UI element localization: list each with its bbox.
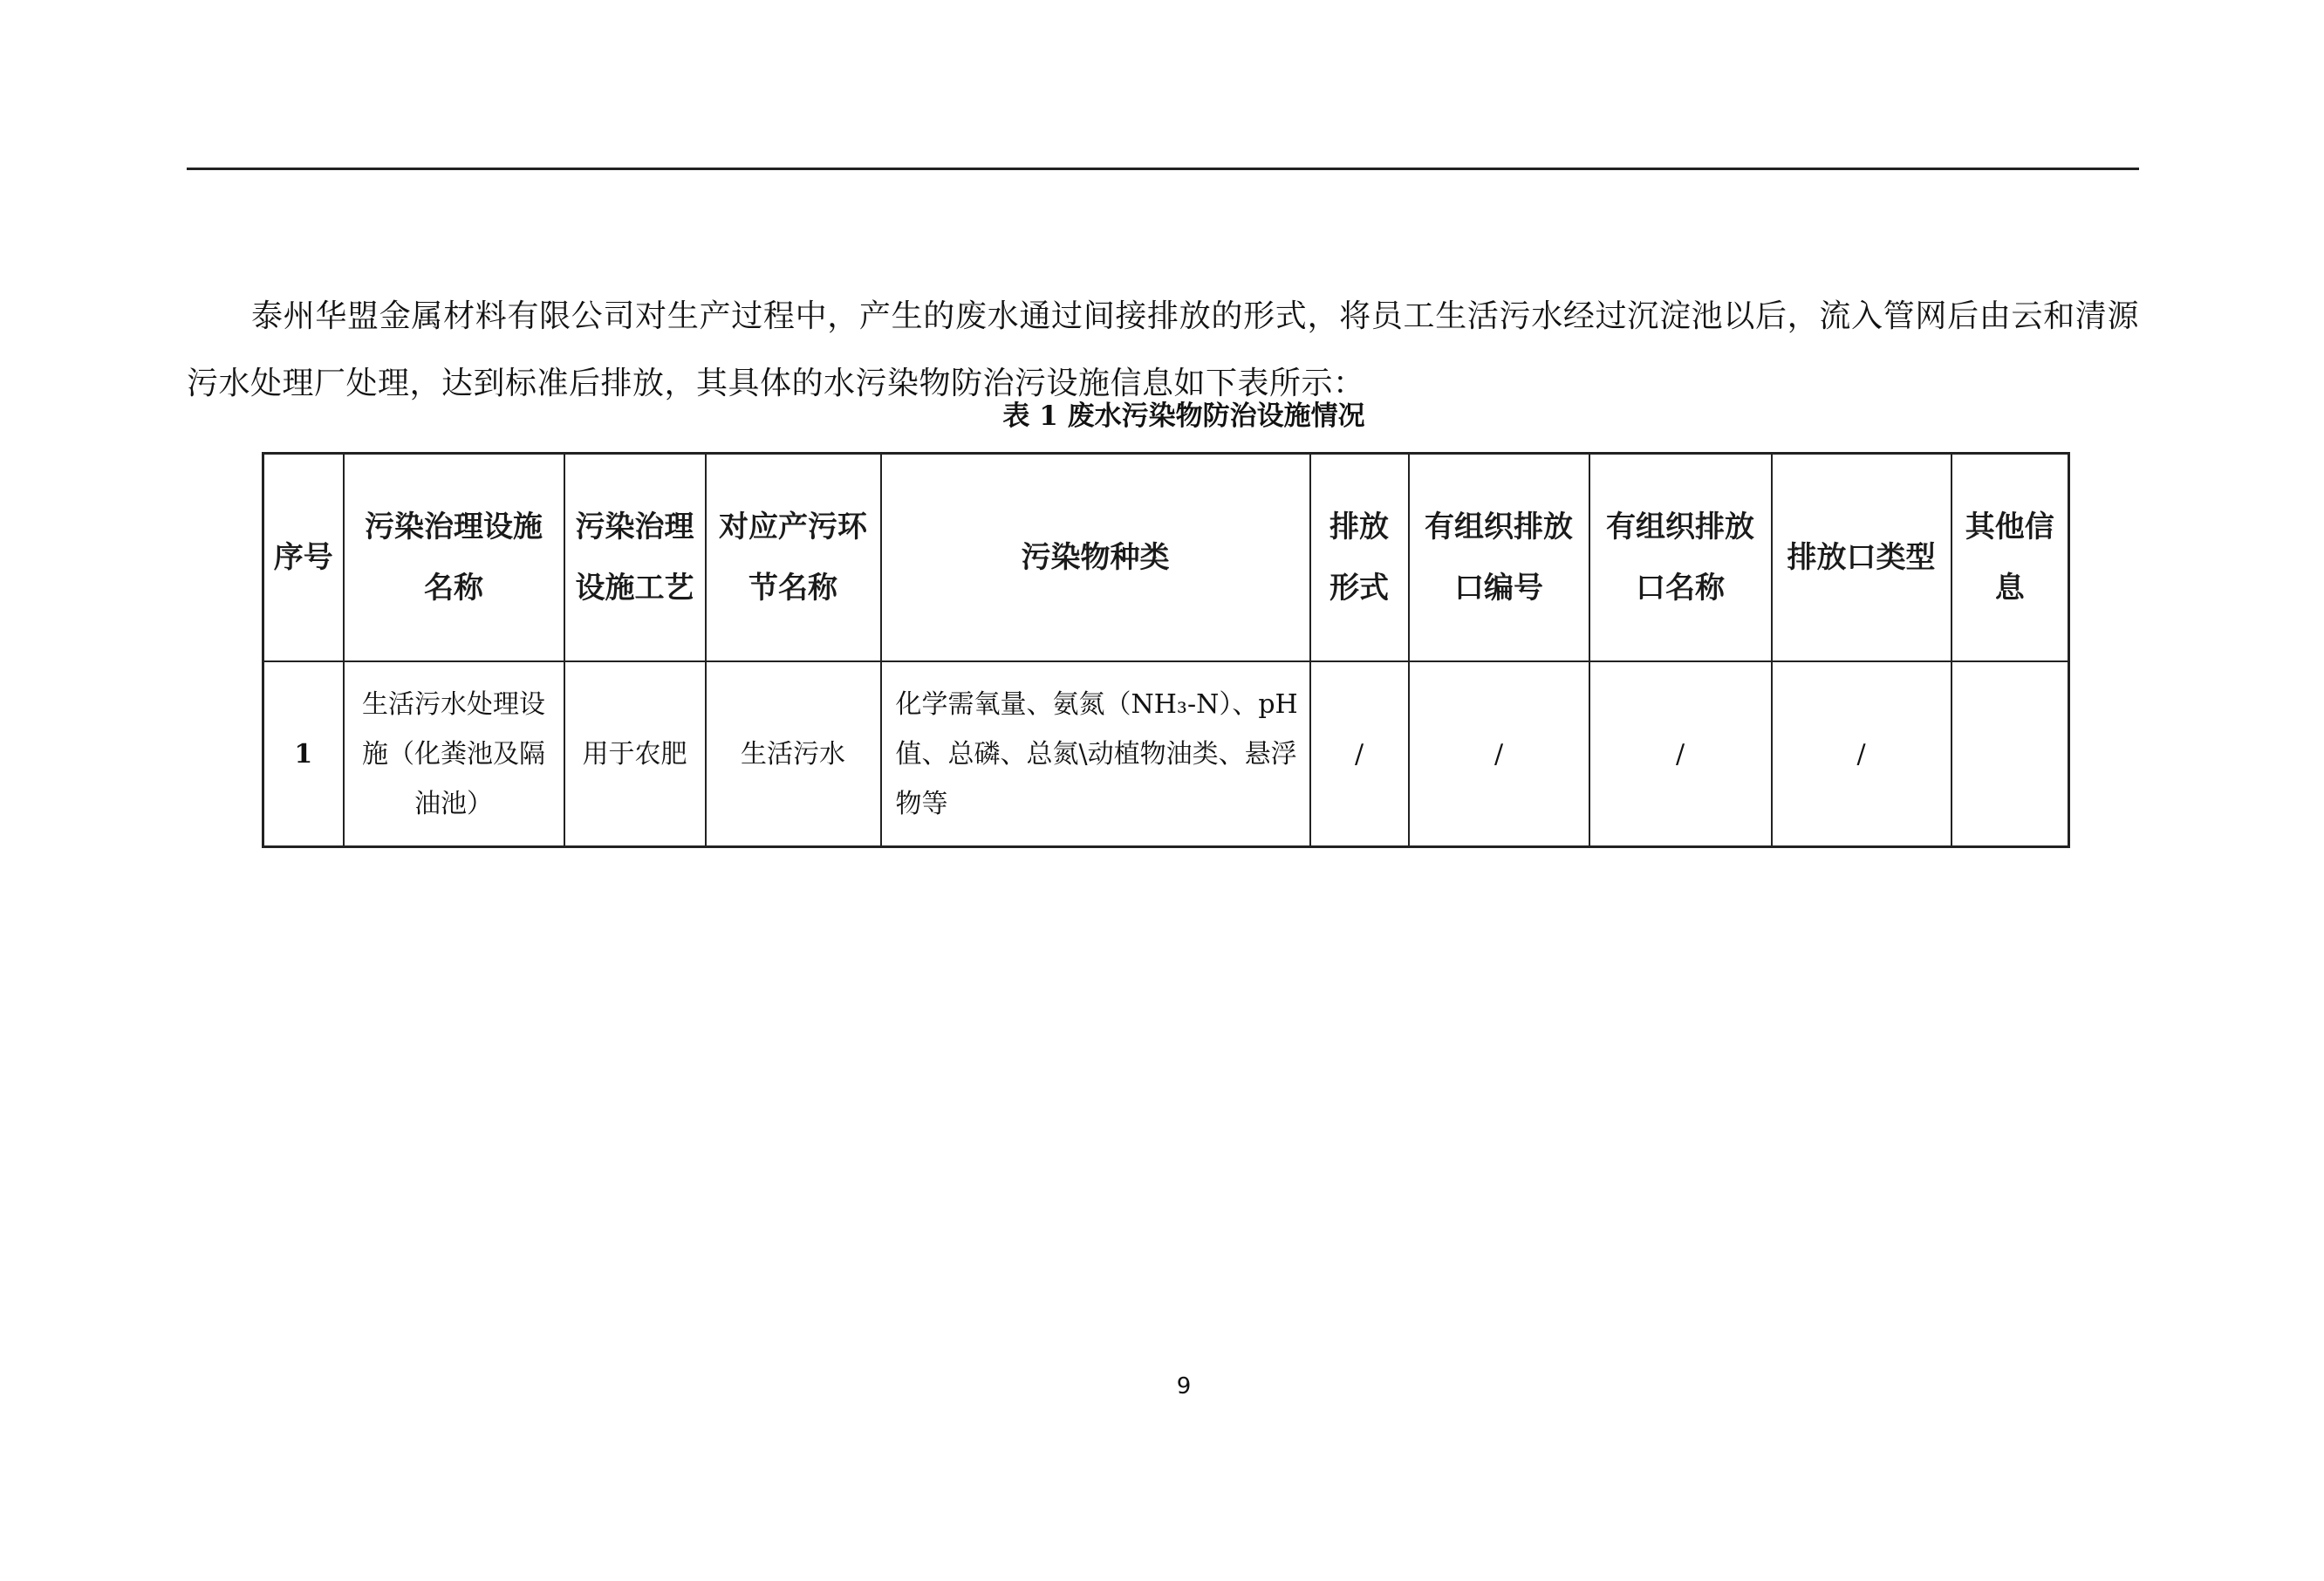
- intro-paragraph: 泰州华盟金属材料有限公司对生产过程中，产生的废水通过间接排放的形式，将员工生活污水经过沉淀池以后，流入管网后由云和清源污水处理厂处理，达到标准后排放，其具体的水污染物防治污设施信息如下表所示：: [187, 298, 2139, 401]
- header-discharge-form: 排放形式: [1310, 454, 1409, 662]
- cell-other-info: [1951, 661, 2069, 847]
- cell-process: 用于农肥: [564, 661, 706, 847]
- cell-stage: 生活污水: [706, 661, 881, 847]
- wastewater-facility-table: [262, 452, 2070, 848]
- header-outlet-name: 有组织排放口名称: [1589, 454, 1772, 662]
- table-row: [263, 661, 2069, 847]
- header-rule: [187, 168, 2139, 170]
- cell-outlet-name: /: [1589, 661, 1772, 847]
- cell-discharge-form: /: [1310, 661, 1409, 847]
- table-header-row: [263, 454, 2069, 662]
- header-process: 污染治理设施工艺: [564, 454, 706, 662]
- cell-outlet-type: /: [1772, 661, 1951, 847]
- table-caption: 表 1 废水污染物防治设施情况: [1002, 400, 1365, 432]
- cell-outlet-code: /: [1409, 661, 1589, 847]
- header-outlet-code: 有组织排放口编号: [1409, 454, 1589, 662]
- header-facility-name: 污染治理设施名称: [344, 454, 564, 662]
- header-other-info: 其他信息: [1951, 454, 2069, 662]
- cell-index: 1: [263, 661, 344, 847]
- cell-pollutants: 化学需氧量、氨氮（NH₃-N）、pH 值、总磷、总氮\动植物油类、悬浮物等: [881, 661, 1310, 847]
- header-index: 序号: [263, 454, 344, 662]
- page-number: 9: [1176, 1373, 1192, 1400]
- header-stage: 对应产污环节名称: [706, 454, 881, 662]
- header-pollutants: 污染物种类: [881, 454, 1310, 662]
- header-outlet-type: 排放口类型: [1772, 454, 1951, 662]
- cell-facility-name: 生活污水处理设施（化粪池及隔油池）: [344, 661, 564, 847]
